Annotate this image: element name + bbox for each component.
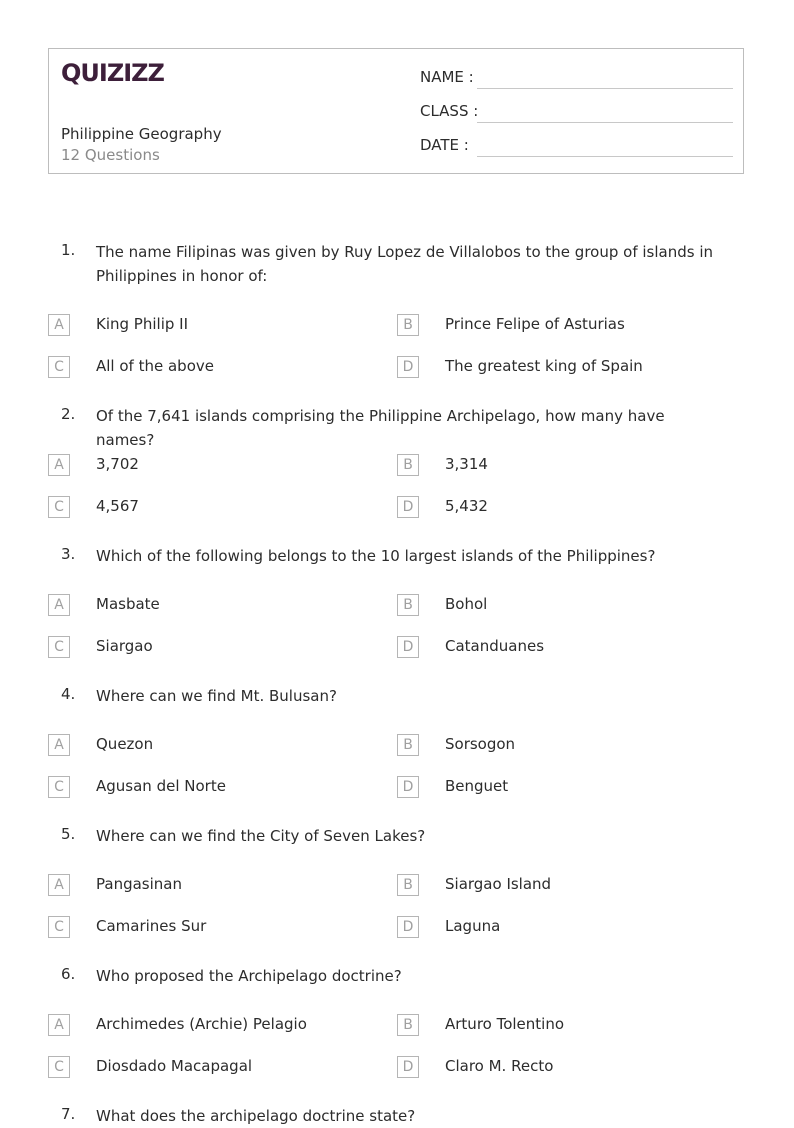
option-text: Claro M. Recto bbox=[445, 1057, 554, 1075]
option-text: Agusan del Norte bbox=[96, 777, 226, 795]
option-text: Archimedes (Archie) Pelagio bbox=[96, 1015, 307, 1033]
question-number: 6. bbox=[61, 965, 76, 983]
option-letter-box: A bbox=[48, 1014, 70, 1036]
question-text: The name Filipinas was given by Ruy Lopez de Villalobos to the group of islands in Philippines in honor of: bbox=[96, 243, 713, 285]
option-letter-box: B bbox=[397, 1014, 419, 1036]
option-letter-box: D bbox=[397, 636, 419, 658]
worksheet-header bbox=[48, 48, 744, 174]
option-text: The greatest king of Spain bbox=[445, 357, 643, 375]
option-letter-box: B bbox=[397, 594, 419, 616]
date-line[interactable] bbox=[477, 156, 733, 157]
date-field[interactable] bbox=[420, 136, 469, 154]
option-letter-box: A bbox=[48, 734, 70, 756]
question-text: Which of the following belongs to the 10 largest islands of the Philippines? bbox=[96, 547, 656, 565]
option-text: King Philip II bbox=[96, 315, 188, 333]
option-letter-box: C bbox=[48, 356, 70, 378]
option-letter-box: A bbox=[48, 874, 70, 896]
option-letter-box: A bbox=[48, 594, 70, 616]
class-line[interactable] bbox=[477, 122, 733, 123]
option-text: Bohol bbox=[445, 595, 488, 613]
option-text: Diosdado Macapagal bbox=[96, 1057, 253, 1075]
option-letter-box: A bbox=[48, 314, 70, 336]
class-label: CLASS : bbox=[420, 102, 479, 120]
option-letter-box: C bbox=[48, 916, 70, 938]
question-count: 12 Questions bbox=[61, 146, 160, 164]
option-text: Pangasinan bbox=[96, 875, 182, 893]
date-label: DATE : bbox=[420, 136, 469, 154]
question-number: 2. bbox=[61, 405, 76, 423]
question-text: Where can we find Mt. Bulusan? bbox=[96, 687, 337, 705]
question-text: What does the archipelago doctrine state? bbox=[96, 1107, 416, 1125]
question-text: Of the 7,641 islands comprising the Philippine Archipelago, how many have names? bbox=[96, 407, 665, 449]
question-number: 7. bbox=[61, 1105, 76, 1123]
option-letter-box: C bbox=[48, 636, 70, 658]
option-letter-box: A bbox=[48, 454, 70, 476]
option-letter-box: B bbox=[397, 454, 419, 476]
option-letter-box: C bbox=[48, 496, 70, 518]
class-field[interactable] bbox=[420, 102, 478, 120]
option-text: Arturo Tolentino bbox=[445, 1015, 565, 1033]
option-letter-box: B bbox=[397, 734, 419, 756]
option-letter-box: D bbox=[397, 496, 419, 518]
option-letter-box: B bbox=[397, 314, 419, 336]
option-text: All of the above bbox=[96, 357, 214, 375]
option-text: Siargao Island bbox=[445, 875, 552, 893]
option-text: Quezon bbox=[96, 735, 154, 753]
option-text: Masbate bbox=[96, 595, 160, 613]
option-text: Prince Felipe of Asturias bbox=[445, 315, 625, 333]
option-text: 3,314 bbox=[445, 455, 488, 473]
option-text: Catanduanes bbox=[445, 637, 545, 655]
option-letter-box: C bbox=[48, 1056, 70, 1078]
question-number: 4. bbox=[61, 685, 76, 703]
option-letter-box: D bbox=[397, 1056, 419, 1078]
name-field[interactable] bbox=[420, 68, 474, 86]
question-number: 3. bbox=[61, 545, 76, 563]
option-letter-box: D bbox=[397, 356, 419, 378]
option-letter-box: B bbox=[397, 874, 419, 896]
option-text: 3,702 bbox=[96, 455, 139, 473]
option-text: Siargao bbox=[96, 637, 153, 655]
question-number: 5. bbox=[61, 825, 76, 843]
quizizz-logo: QUIZIZZ bbox=[61, 59, 164, 87]
option-text: 5,432 bbox=[445, 497, 488, 515]
option-text: 4,567 bbox=[96, 497, 139, 515]
option-letter-box: C bbox=[48, 776, 70, 798]
question-text: Where can we find the City of Seven Lakes? bbox=[96, 827, 426, 845]
option-letter-box: D bbox=[397, 916, 419, 938]
option-letter-box: D bbox=[397, 776, 419, 798]
question-text: Who proposed the Archipelago doctrine? bbox=[96, 967, 402, 985]
name-line[interactable] bbox=[477, 88, 733, 89]
option-text: Laguna bbox=[445, 917, 501, 935]
worksheet-title: Philippine Geography bbox=[61, 125, 222, 143]
option-text: Sorsogon bbox=[445, 735, 516, 753]
option-text: Camarines Sur bbox=[96, 917, 207, 935]
question-number: 1. bbox=[61, 241, 76, 259]
option-text: Benguet bbox=[445, 777, 509, 795]
name-label: NAME : bbox=[420, 68, 474, 86]
